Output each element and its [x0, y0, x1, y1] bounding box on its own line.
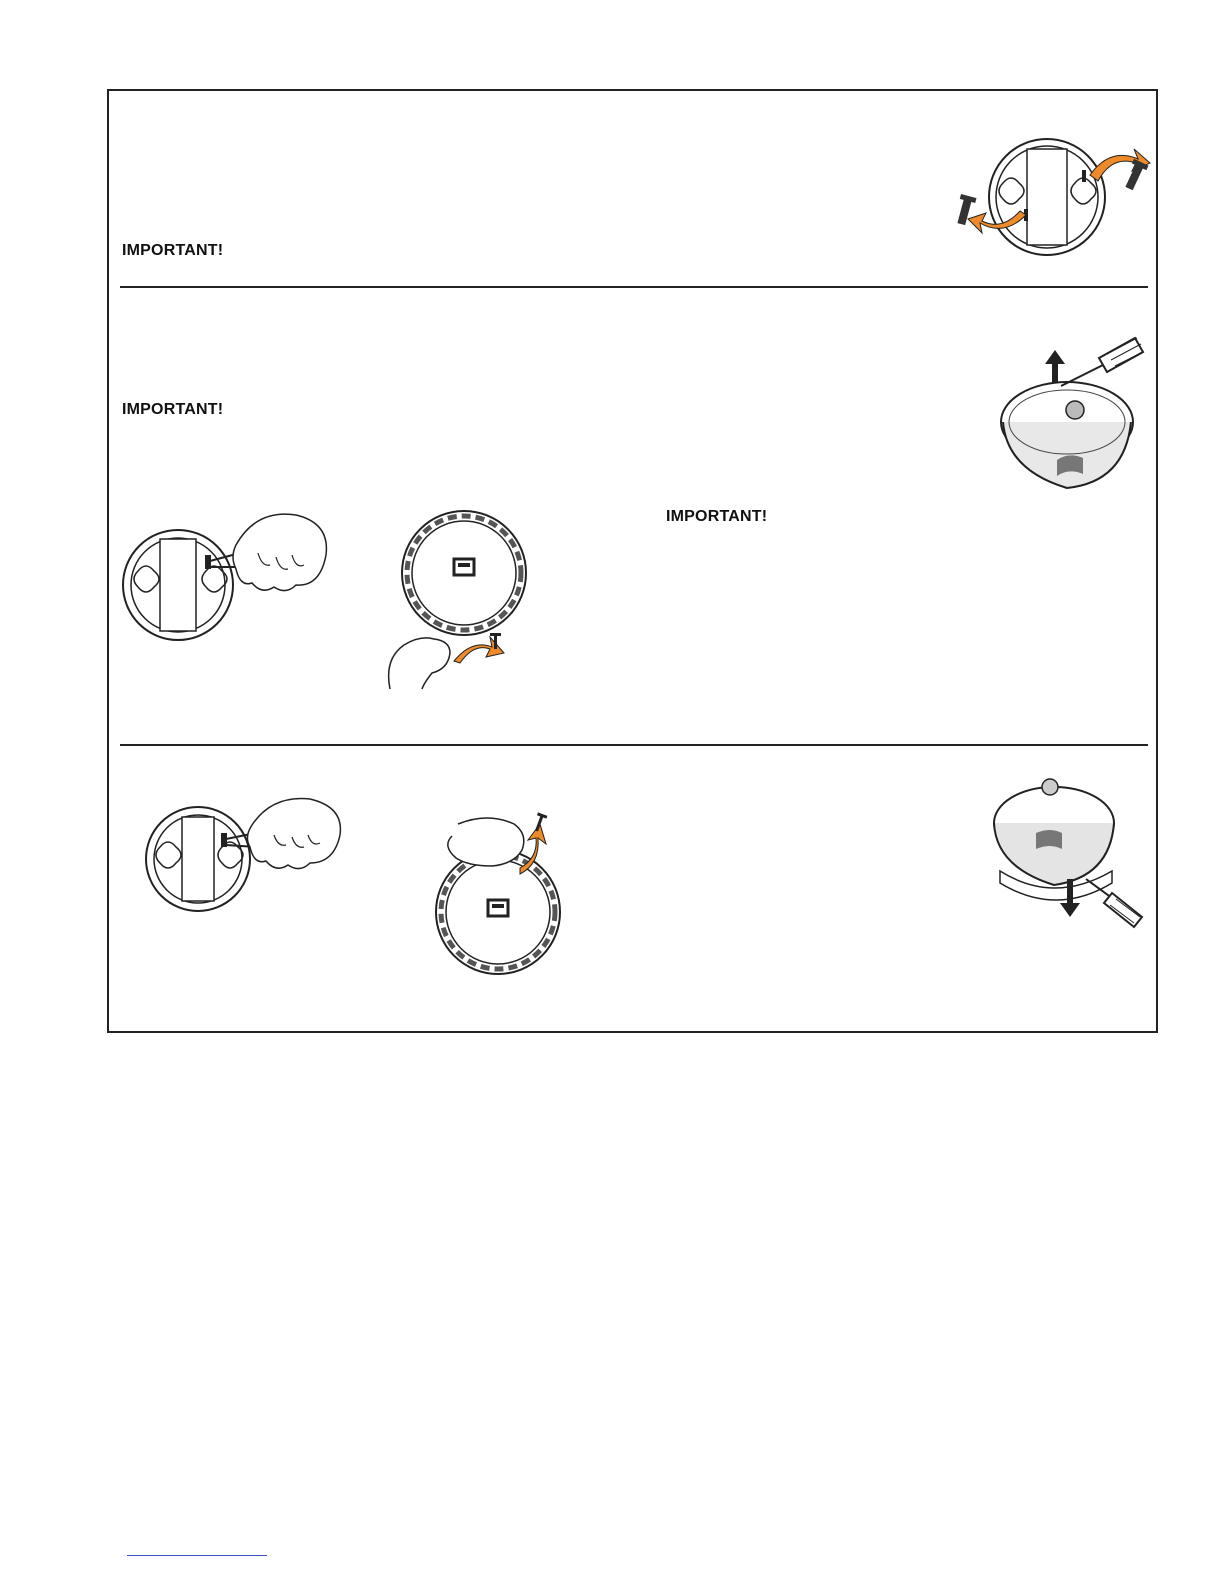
important-label-3: IMPORTANT!: [666, 508, 768, 525]
alarm-lift-screwdriver-icon: [995, 330, 1155, 495]
important-label-1: IMPORTANT!: [122, 242, 224, 259]
important-label-2: IMPORTANT!: [122, 401, 224, 418]
section-divider-1: [120, 286, 1148, 288]
mounting-plate-screws-icon: [940, 135, 1170, 265]
ring-screw-insert-icon: [380, 505, 540, 695]
hand-pliers-plate-icon-1: [118, 505, 333, 655]
footer-link-line[interactable]: [127, 1555, 267, 1556]
section-divider-2: [120, 744, 1148, 746]
hand-pliers-plate-icon-2: [140, 795, 350, 915]
alarm-install-screwdriver-icon: [990, 775, 1150, 930]
ring-screw-remove-icon: [430, 810, 570, 980]
